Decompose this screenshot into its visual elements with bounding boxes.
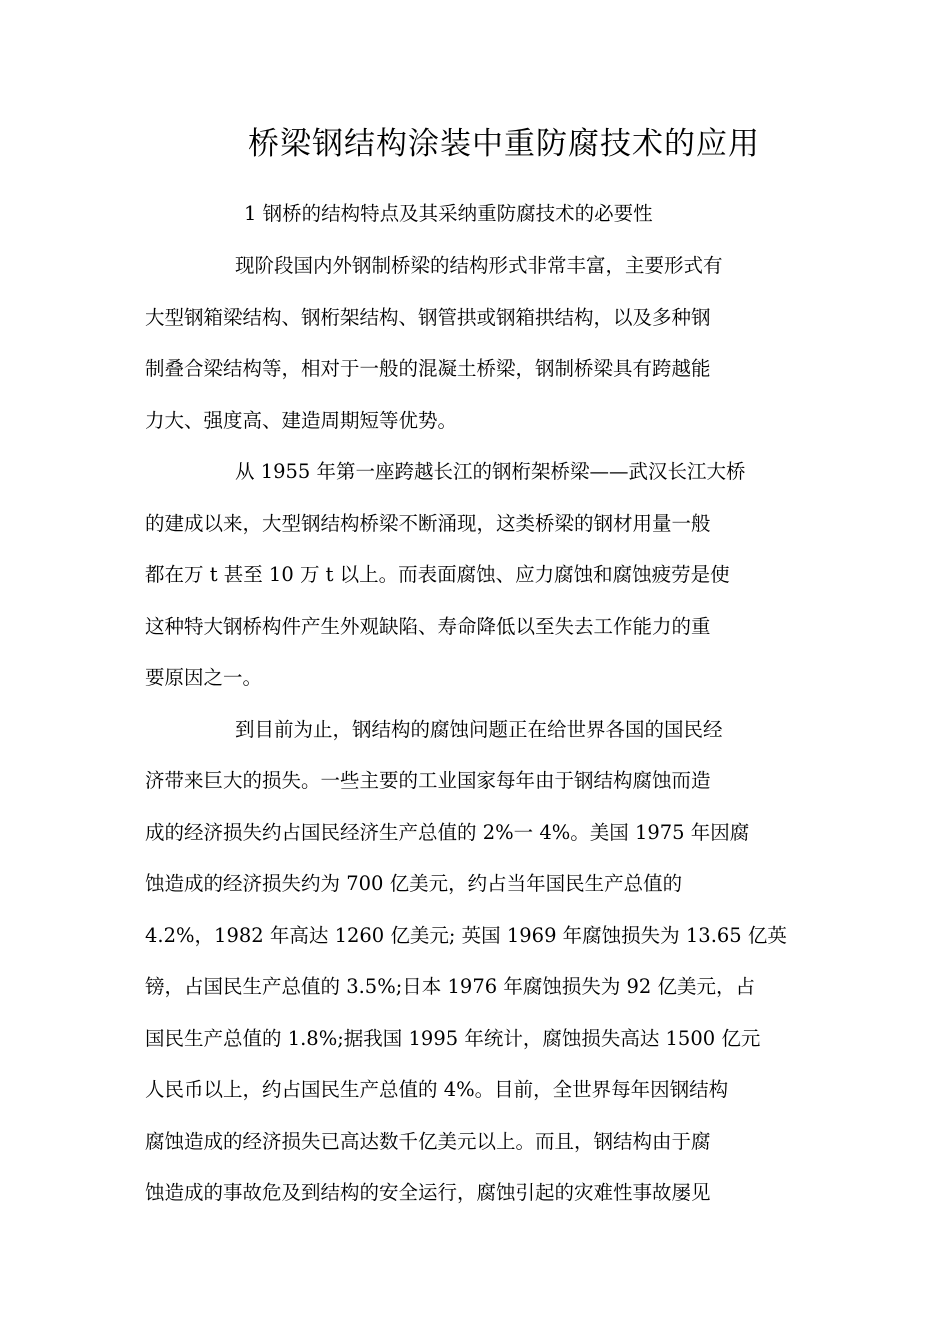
document-title: 桥梁钢结构涂装中重防腐技术的应用 [248, 126, 760, 162]
paragraph-2-line: 要原因之一。 [145, 666, 263, 689]
paragraph-2-line: 都在万 t 甚至 10 万 t 以上。而表面腐蚀、应力腐蚀和腐蚀疲劳是使 [145, 563, 730, 586]
paragraph-1-line: 制叠合梁结构等，相对于一般的混凝土桥梁，钢制桥梁具有跨越能 [145, 357, 711, 380]
paragraph-3-line: 济带来巨大的损失。一些主要的工业国家每年由于钢结构腐蚀而造 [145, 769, 711, 792]
paragraph-3-line: 人民币以上，约占国民生产总值的 4%。目前，全世界每年因钢结构 [145, 1078, 729, 1101]
paragraph-1-line: 大型钢箱梁结构、钢桁架结构、钢管拱或钢箱拱结构，以及多种钢 [145, 305, 711, 329]
paragraph-3-line: 到目前为止，钢结构的腐蚀问题正在给世界各国的国民经 [235, 717, 723, 741]
paragraph-3-line: 蚀造成的经济损失约为 700 亿美元，约占当年国民生产总值的 [145, 872, 683, 895]
paragraph-1-line: 力大、强度高、建造周期短等优势。 [145, 408, 458, 432]
section-heading: 1 钢桥的结构特点及其采纳重防腐技术的必要性 [244, 202, 653, 225]
paragraph-2-line: 的建成以来，大型钢结构桥梁不断涌现，这类桥梁的钢材用量一般 [145, 511, 711, 535]
paragraph-1-line: 现阶段国内外钢制桥梁的结构形式非常丰富，主要形式有 [235, 254, 723, 277]
paragraph-3-line: 国民生产总值的 1.8%;据我国 1995 年统计，腐蚀损失高达 1500 亿元 [145, 1026, 761, 1050]
document-body [145, 248, 811, 1227]
paragraph-3-line: 成的经济损失约占国民经济生产总值的 2%一 4%。美国 1975 年因腐 [145, 820, 750, 844]
paragraph-3-line: 蚀造成的事故危及到结构的安全运行，腐蚀引起的灾难性事故屡见 [145, 1181, 711, 1204]
paragraph-3-line: 镑，占国民生产总值的 3.5%;日本 1976 年腐蚀损失为 92 亿美元，占 [145, 975, 756, 998]
paragraph-3-line: 腐蚀造成的经济损失已高达数千亿美元以上。而且，钢结构由于腐 [145, 1129, 711, 1153]
paragraph-2-line: 从 1955 年第一座跨越长江的钢桁架桥梁——武汉长江大桥 [235, 460, 746, 483]
paragraph-3-line: 4.2%，1982 年高达 1260 亿美元; 英国 1969 年腐蚀损失为 13.65 亿英 [145, 923, 787, 947]
paragraph-2-line: 这种特大钢桥构件产生外观缺陷、寿命降低以至失去工作能力的重 [145, 614, 711, 638]
